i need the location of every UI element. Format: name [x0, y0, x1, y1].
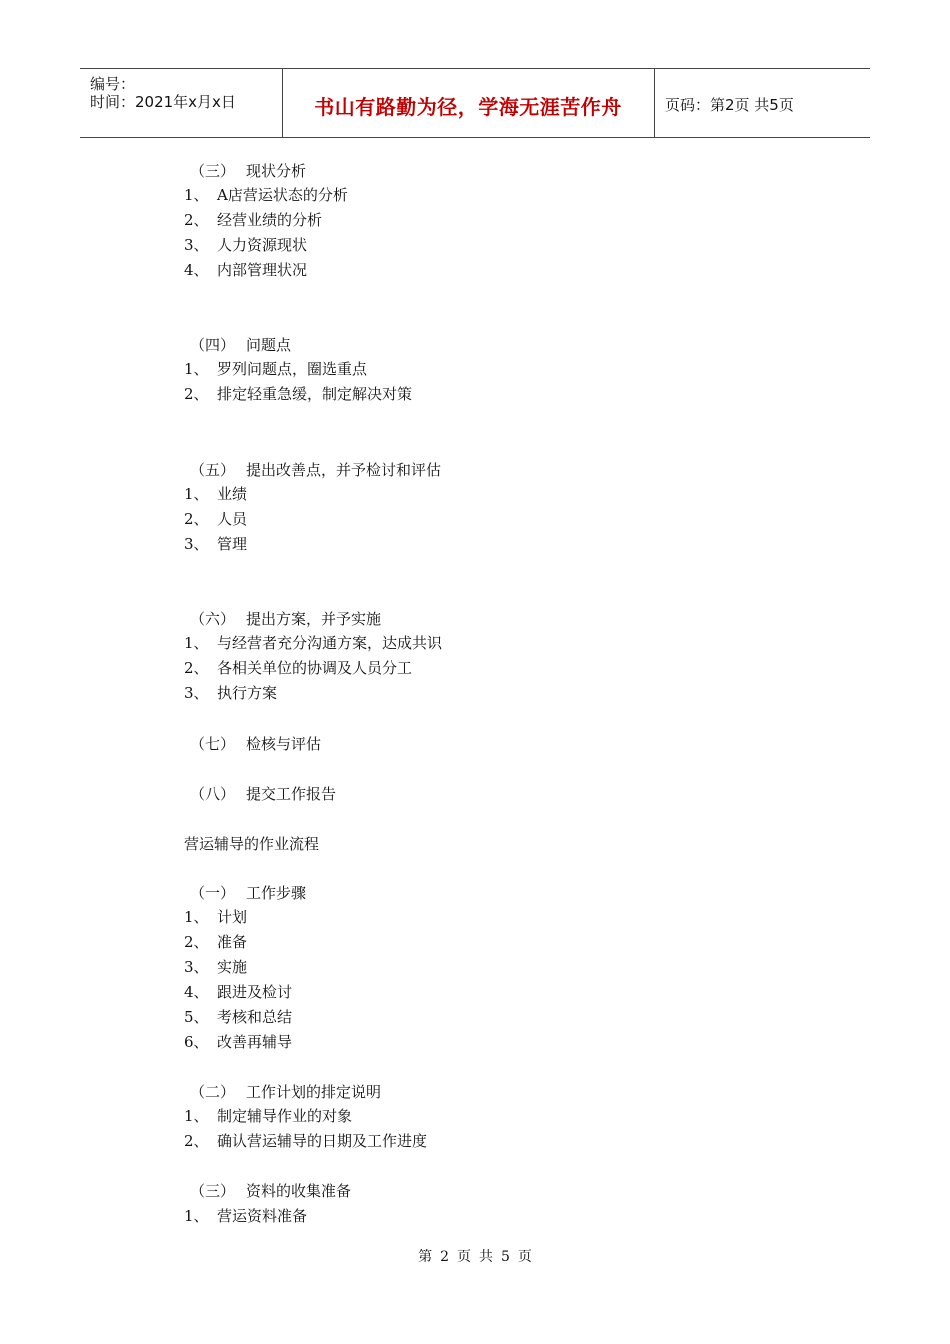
- list-item: 1、 制定辅导作业的对象: [184, 1107, 353, 1125]
- footer-text: 共: [479, 1249, 493, 1265]
- list-item: 3、 执行方案: [184, 684, 278, 702]
- list-item: 1、 罗列问题点，圈选重点: [184, 360, 368, 378]
- list-item: 5、 考核和总结: [184, 1008, 293, 1026]
- list-item: 3、 管理: [184, 535, 248, 553]
- section-heading: （二） 工作计划的排定说明: [190, 1083, 382, 1101]
- section-heading: （六） 提出方案，并予实施: [190, 610, 382, 628]
- page-header: [80, 68, 870, 138]
- footer-text: 页: [457, 1249, 471, 1265]
- section-heading: （三） 资料的收集准备: [190, 1182, 352, 1200]
- header-motto: 书山有路勤为径，学海无涯苦作舟: [314, 95, 622, 119]
- section-heading: （三） 现状分析: [190, 162, 307, 180]
- time-label: 时间：2021年x月x日: [90, 93, 236, 111]
- list-item: 2、 经营业绩的分析: [184, 211, 323, 229]
- header-page-info: 页码：第2页 共5页: [665, 96, 794, 114]
- section-heading: （一） 工作步骤: [190, 884, 307, 902]
- section-heading: （八） 提交工作报告: [190, 785, 337, 803]
- header-right-cell: [655, 69, 870, 137]
- list-item: 2、 各相关单位的协调及人员分工: [184, 659, 413, 677]
- header-middle-cell: [282, 69, 655, 137]
- list-item: 1、 与经营者充分沟通方案，达成共识: [184, 634, 443, 652]
- code-label: 编号：: [90, 75, 136, 93]
- footer-text: 页: [517, 1249, 532, 1265]
- section-heading: （七） 检核与评估: [190, 735, 322, 753]
- list-item: 1、 计划: [184, 908, 248, 926]
- section-heading: （五） 提出改善点，并予检讨和评估: [190, 461, 442, 479]
- page-footer: [0, 1246, 950, 1266]
- header-left-cell: [80, 69, 283, 137]
- list-item: 4、 内部管理状况: [184, 261, 308, 279]
- list-item: 4、 跟进及检讨: [184, 983, 293, 1001]
- list-item: 2、 人员: [184, 510, 248, 528]
- list-item: 3、 人力资源现状: [184, 236, 308, 254]
- list-item: 2、 确认营运辅导的日期及工作进度: [184, 1132, 428, 1150]
- footer-text: 第: [418, 1249, 433, 1265]
- list-item: 1、 A店营运状态的分析: [184, 186, 348, 204]
- chapter-title: 营运辅导的作业流程: [184, 835, 320, 853]
- list-item: 1、 营运资料准备: [184, 1207, 308, 1225]
- list-item: 1、 业绩: [184, 485, 248, 503]
- footer-page-number: 2: [440, 1249, 449, 1265]
- list-item: 3、 实施: [184, 958, 248, 976]
- list-item: 2、 准备: [184, 933, 248, 951]
- footer-total-pages: 5: [501, 1249, 510, 1265]
- list-item: 6、 改善再辅导: [184, 1033, 293, 1051]
- section-heading: （四） 问题点: [190, 336, 292, 354]
- list-item: 2、 排定轻重急缓，制定解决对策: [184, 385, 413, 403]
